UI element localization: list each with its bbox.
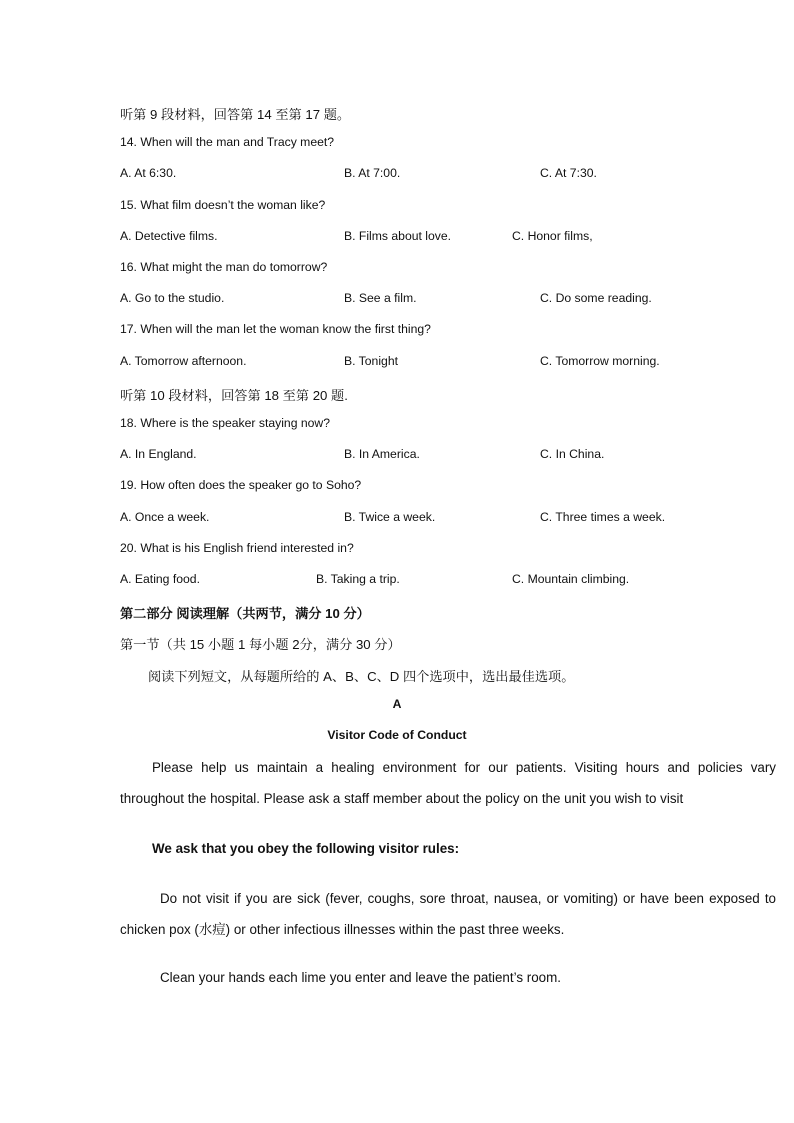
q19-option-c: C. Three times a week.	[540, 510, 666, 524]
q14-option-c: C. At 7:30.	[540, 166, 597, 180]
question-15: 15. What film doesn’t the woman like?	[120, 198, 326, 212]
section2-header: 听第 10 段材料，回答第 18 至第 20 题.	[120, 388, 348, 403]
q17-option-b: B. Tonight	[344, 354, 398, 368]
q20-option-c: C. Mountain climbing.	[512, 572, 630, 586]
q15-option-b: B. Films about love.	[344, 229, 452, 243]
section1-header: 听第 9 段材料，回答第 14 至第 17 题。	[120, 107, 351, 122]
q20-option-a: A. Eating food.	[120, 572, 200, 586]
q18-option-c: C. In China.	[540, 447, 605, 461]
q18-option-a: A. In England.	[120, 447, 197, 461]
q15-option-c: C. Honor films,	[512, 229, 593, 243]
paragraph-intro: Please help us maintain a healing environment for our patients. Visiting hours and policies vary throughout the hospital. Please ask a staff member about the policy on the unit you wish to visit	[120, 760, 776, 806]
q16-option-a: A. Go to the studio.	[120, 291, 225, 305]
rule-1: Do not visit if you are sick (fever, coughs, sore throat, nausea, or vomiting) or have been exposed to chicken pox (水痘) or other infectious illnesses within the past three weeks.	[120, 891, 776, 937]
question-16: 16. What might the man do tomorrow?	[120, 260, 328, 274]
question-14: 14. When will the man and Tracy meet?	[120, 135, 335, 149]
part2-title: 第二部分 阅读理解（共两节，满分 10 分）	[120, 606, 370, 621]
q18-option-b: B. In America.	[344, 447, 420, 461]
q14-option-a: A. At 6:30.	[120, 166, 177, 180]
q17-option-c: C. Tomorrow morning.	[540, 354, 660, 368]
question-17: 17. When will the man let the woman know the first thing?	[120, 322, 431, 336]
passage-letter: A	[392, 697, 402, 711]
question-18: 18. Where is the speaker staying now?	[120, 416, 331, 430]
q16-option-c: C. Do some reading.	[540, 291, 652, 305]
q16-option-b: B. See a film.	[344, 291, 417, 305]
reading-instructions: 阅读下列短文，从每题所给的 A、B、C、D 四个选项中，选出最佳选项。	[148, 669, 575, 684]
q14-option-b: B. At 7:00.	[344, 166, 401, 180]
q15-option-a: A. Detective films.	[120, 229, 218, 243]
rule-2: Clean your hands each lime you enter and leave the patient’s room.	[160, 970, 561, 985]
question-20: 20. What is his English friend interested in?	[120, 541, 354, 555]
rules-heading: We ask that you obey the following visitor rules:	[152, 841, 460, 856]
passage-title: Visitor Code of Conduct	[327, 728, 467, 742]
q19-option-b: B. Twice a week.	[344, 510, 436, 524]
part2-section1: 第一节（共 15 小题 1 每小题 2分，满分 30 分）	[120, 637, 401, 652]
q17-option-a: A. Tomorrow afternoon.	[120, 354, 247, 368]
question-19: 19. How often does the speaker go to Soho?	[120, 478, 362, 492]
q20-option-b: B. Taking a trip.	[316, 572, 400, 586]
q19-option-a: A. Once a week.	[120, 510, 210, 524]
